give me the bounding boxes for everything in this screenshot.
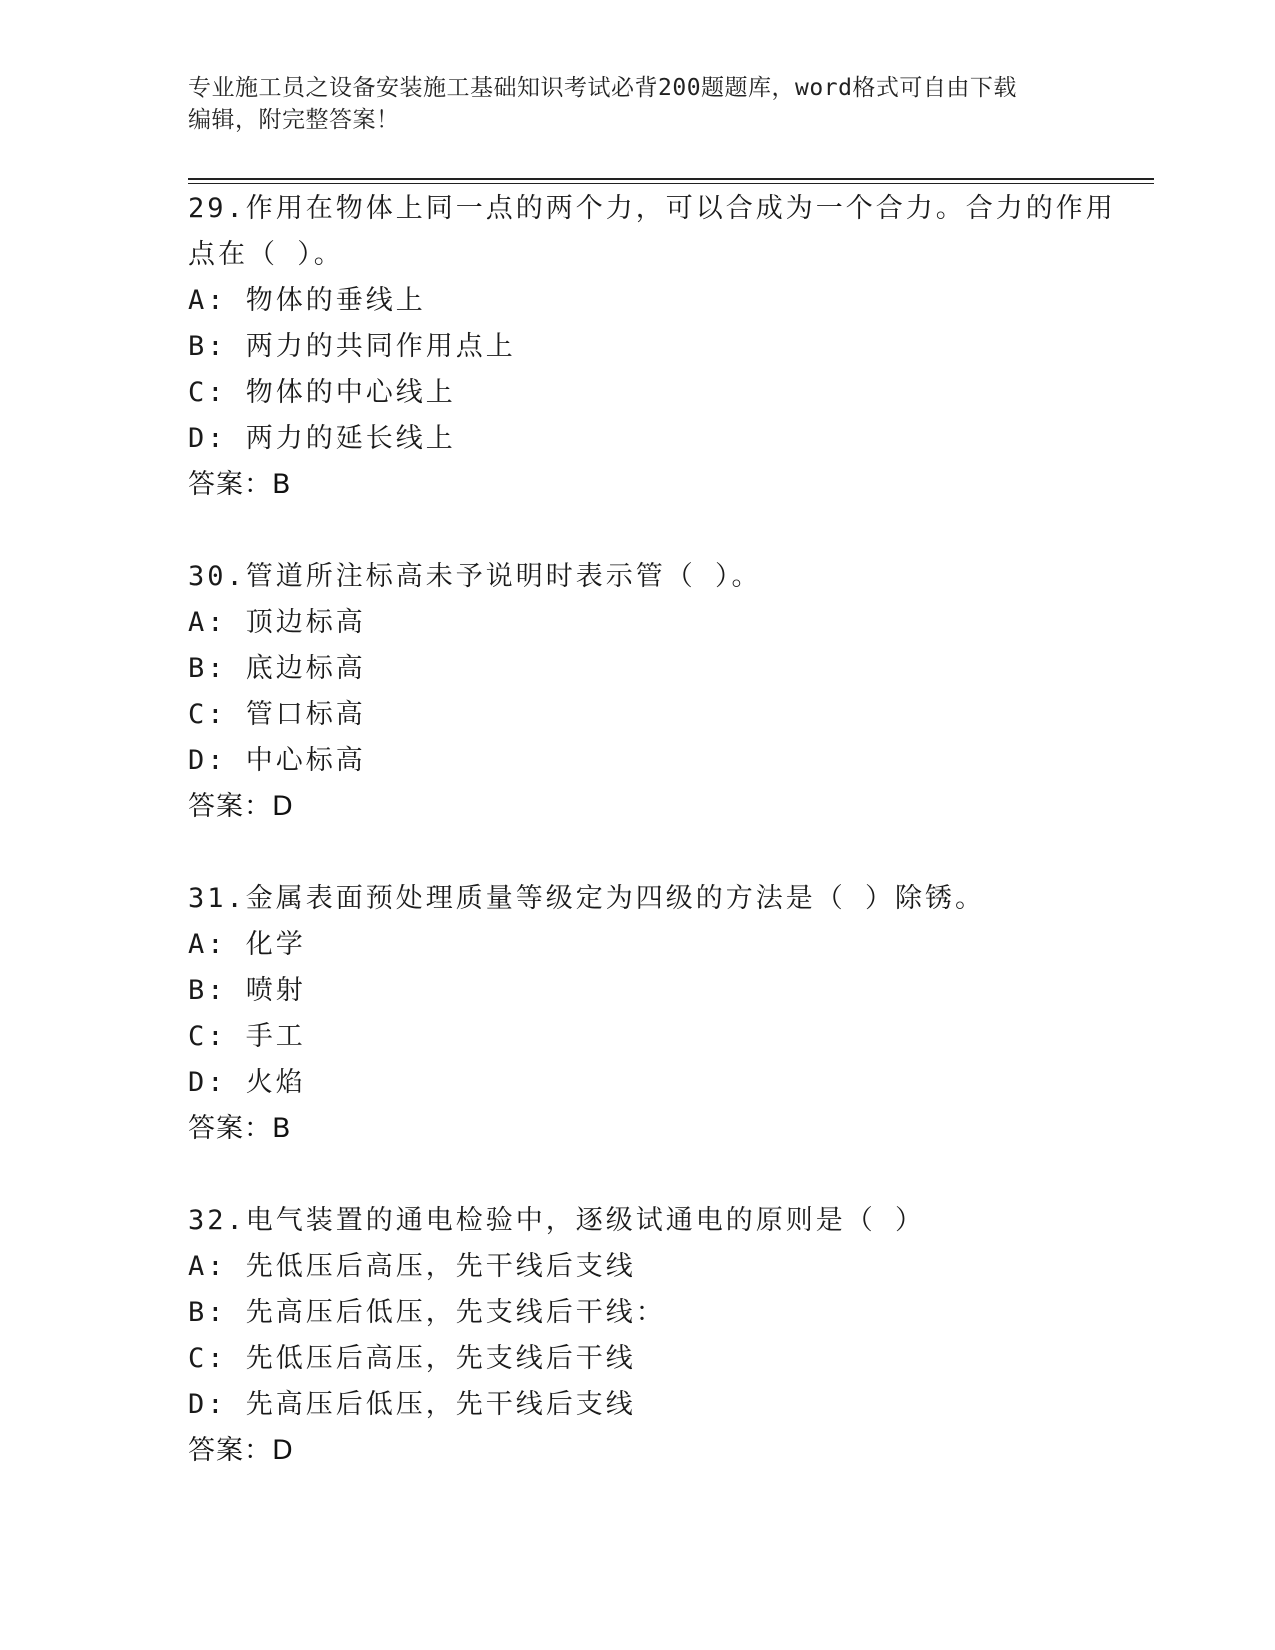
question-stem-line: 点在（ ）。 [188,239,344,270]
option-b: B: 底边标高 [188,653,366,684]
option-b: B: 先高压后低压，先支线后干线： [188,1297,666,1328]
answer-line: 答案：D [188,1435,294,1466]
option-b: B: 两力的共同作用点上 [188,331,516,362]
question-32 [188,1198,1118,1474]
option-c: C: 管口标高 [188,699,366,730]
header-divider-thin [188,183,1154,184]
question-list [188,186,1118,1520]
question-stem-line: 29.作用在物体上同一点的两个力，可以合成为一个合力。合力的作用 [188,193,1116,224]
option-c: C: 手工 [188,1021,306,1052]
option-a: A: 顶边标高 [188,607,366,638]
question-stem-line: 32.电气装置的通电检验中，逐级试通电的原则是（ ） [188,1205,926,1236]
question-stem-line: 31.金属表面预处理质量等级定为四级的方法是（ ）除锈。 [188,883,986,914]
question-30 [188,554,1118,830]
option-d: D: 两力的延长线上 [188,423,456,454]
option-a: A: 化学 [188,929,306,960]
question-stem [188,1198,1118,1244]
question-stem-line: 30.管道所注标高未予说明时表示管（ ）。 [188,561,762,592]
question-stem [188,186,1118,278]
option-d: D: 先高压后低压，先干线后支线 [188,1389,636,1420]
option-b: B: 喷射 [188,975,306,1006]
header-title-line-2: 编辑，附完整答案！ [188,107,400,133]
option-d: D: 中心标高 [188,745,366,776]
header-title-line-1: 专业施工员之设备安装施工基础知识考试必背200题题库，word格式可自由下载 [188,75,1017,101]
header-divider-thick [188,178,1154,180]
question-29 [188,186,1118,508]
option-c: C: 物体的中心线上 [188,377,456,408]
question-stem [188,876,1118,922]
answer-line: 答案：B [188,1113,292,1144]
document-header [188,72,1068,136]
answer-line: 答案：D [188,791,294,822]
option-a: A: 物体的垂线上 [188,285,426,316]
option-a: A: 先低压后高压，先干线后支线 [188,1251,636,1282]
question-31 [188,876,1118,1152]
question-stem [188,554,1118,600]
answer-line: 答案：B [188,469,292,500]
option-c: C: 先低压后高压，先支线后干线 [188,1343,636,1374]
option-d: D: 火焰 [188,1067,306,1098]
